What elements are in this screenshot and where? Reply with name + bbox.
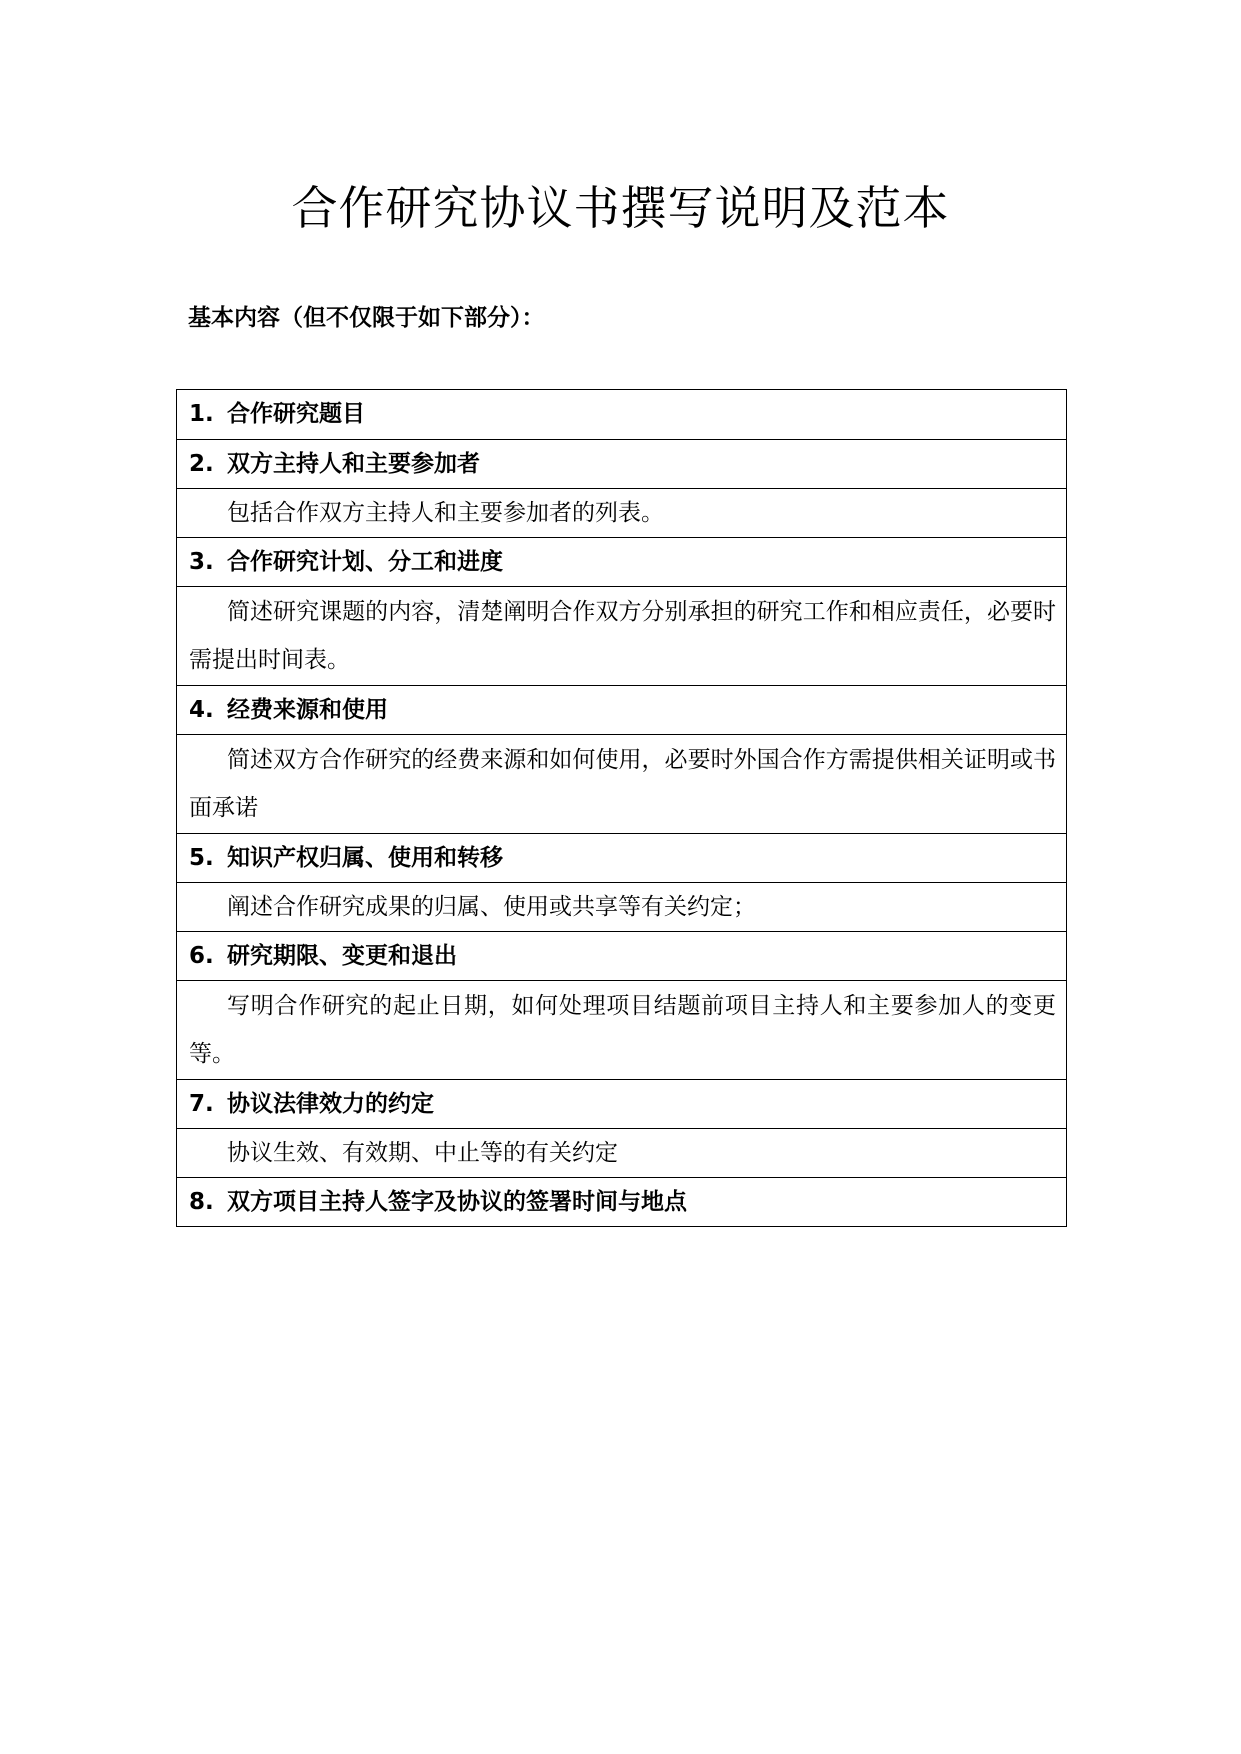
section-title: 合作研究计划、分工和进度: [227, 549, 503, 575]
intro-text: 基本内容（但不仅限于如下部分）：: [188, 305, 545, 331]
page-title: 合作研究协议书撰写说明及范本: [291, 181, 950, 235]
section-title: 双方主持人和主要参加者: [227, 451, 480, 477]
section-body-3: 简述研究课题的内容，清楚阐明合作双方分别承担的研究工作和相应责任，必要时需提出时间表。: [177, 586, 1066, 685]
section-body-4: 简述双方合作研究的经费来源和如何使用，必要时外国合作方需提供相关证明或书面承诺: [177, 734, 1066, 833]
section-number: 3.: [189, 549, 214, 575]
section-body-6: 写明合作研究的起止日期，如何处理项目结题前项目主持人和主要参加人的变更等。: [177, 980, 1066, 1079]
section-body-5: 阐述合作研究成果的归属、使用或共享等有关约定；: [177, 882, 1066, 931]
section-body-7: 协议生效、有效期、中止等的有关约定: [177, 1128, 1066, 1177]
section-number: 7.: [189, 1091, 214, 1117]
section-heading-2: [177, 439, 1066, 488]
section-heading-4: [177, 685, 1066, 734]
section-heading-3: [177, 537, 1066, 586]
section-title: 合作研究题目: [227, 401, 365, 427]
section-number: 8.: [189, 1189, 214, 1215]
section-title: 协议法律效力的约定: [227, 1091, 434, 1117]
section-number: 5.: [189, 845, 214, 871]
section-heading-6: [177, 931, 1066, 980]
section-number: 1.: [189, 401, 214, 427]
section-title: 经费来源和使用: [227, 697, 388, 723]
contents-table: [176, 389, 1067, 1227]
section-title: 知识产权归属、使用和转移: [227, 845, 503, 871]
section-heading-8: [177, 1177, 1066, 1226]
section-number: 4.: [189, 697, 214, 723]
section-title: 双方项目主持人签字及协议的签署时间与地点: [227, 1189, 687, 1215]
section-heading-1: [177, 390, 1066, 439]
section-body-2: 包括合作双方主持人和主要参加者的列表。: [177, 488, 1066, 537]
section-title: 研究期限、变更和退出: [227, 943, 457, 969]
section-number: 6.: [189, 943, 214, 969]
section-heading-7: [177, 1079, 1066, 1128]
section-heading-5: [177, 833, 1066, 882]
section-number: 2.: [189, 451, 214, 477]
